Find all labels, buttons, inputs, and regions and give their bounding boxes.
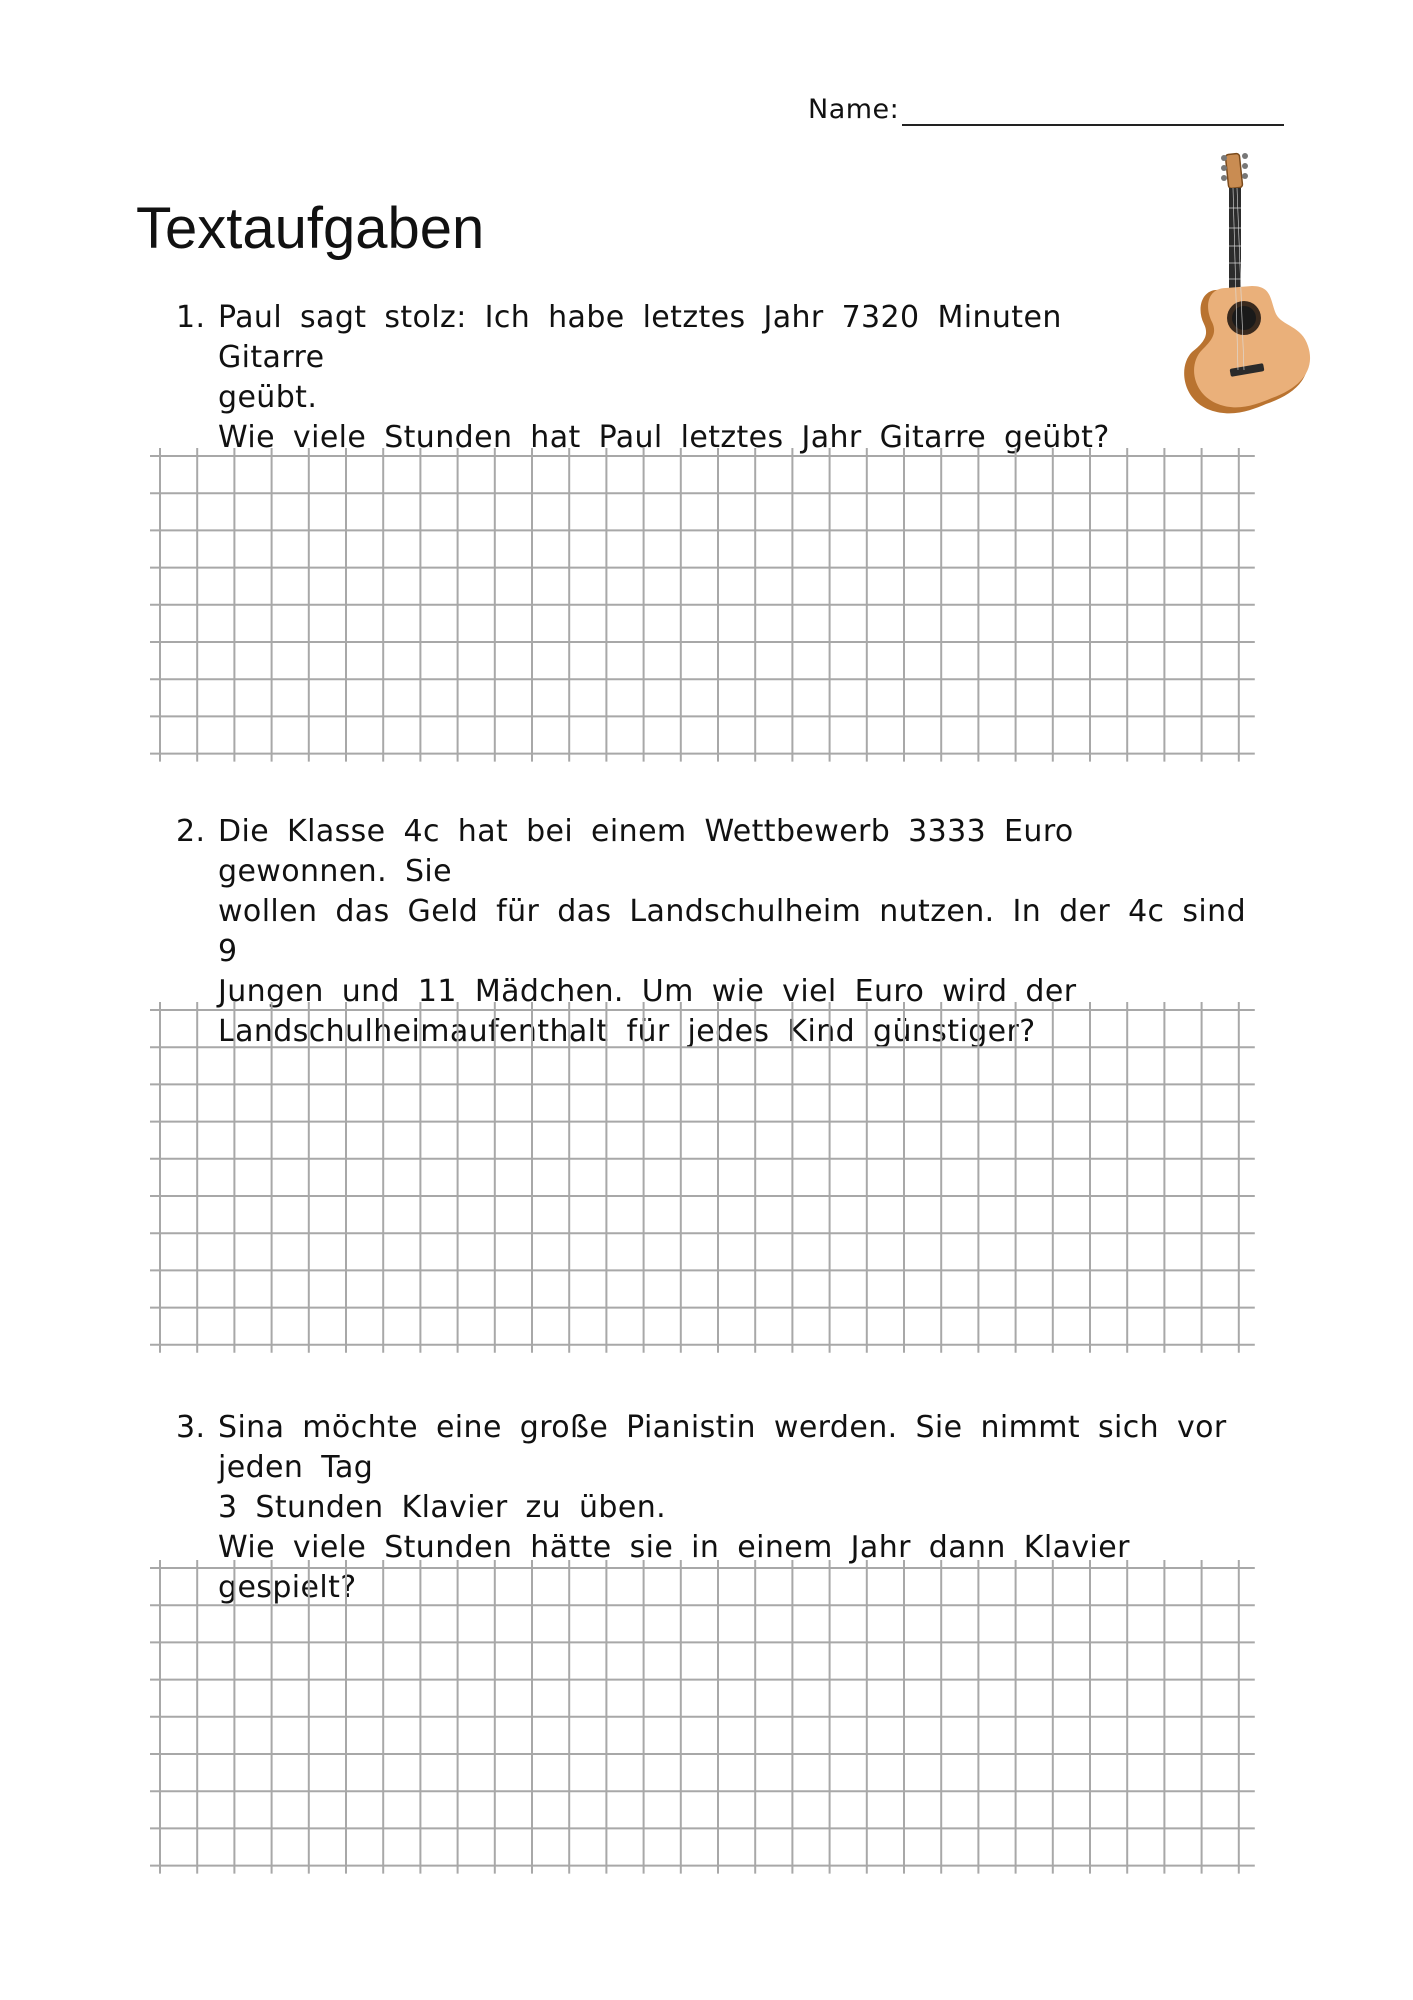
- name-field: [808, 92, 1288, 132]
- task-text-line: Landschulheimaufenthalt für jedes Kind günstiger?: [218, 1014, 1036, 1049]
- task-text-line: 3 Stunden Klavier zu üben.: [218, 1490, 667, 1525]
- task-number: 1.: [176, 300, 206, 335]
- answer-grid-3[interactable]: [150, 1560, 1270, 1910]
- answer-grid-1[interactable]: [150, 448, 1270, 768]
- task-text-line: Die Klasse 4c hat bei einem Wettbewerb 3333 Euro gewonnen. Sie: [218, 814, 1074, 889]
- name-line[interactable]: [902, 124, 1284, 126]
- guitar-icon: [1180, 138, 1320, 420]
- task-text-line: Paul sagt stolz: Ich habe letztes Jahr 7320 Minuten Gitarre: [218, 300, 1062, 375]
- task-question: Wie viele Stunden hat Paul letztes Jahr Gitarre geübt?: [218, 420, 1110, 455]
- task-number: 3.: [176, 1410, 206, 1445]
- task-text-line: Sina möchte eine große Pianistin werden. Sie nimmt sich vor jeden Tag: [218, 1410, 1227, 1485]
- task-text-line: wollen das Geld für das Landschulheim nutzen. In der 4c sind 9: [218, 894, 1247, 969]
- page-title: Textaufgaben: [136, 196, 485, 261]
- name-label: Name:: [808, 94, 900, 125]
- answer-grid-2[interactable]: [150, 1002, 1270, 1358]
- task-text-line: Jungen und 11 Mädchen. Um wie viel Euro wird der: [218, 974, 1077, 1009]
- task-question: Wie viele Stunden hätte sie in einem Jahr dann Klavier gespielt?: [218, 1530, 1130, 1605]
- task-text-line: geübt.: [218, 380, 318, 415]
- task-number: 2.: [176, 814, 206, 849]
